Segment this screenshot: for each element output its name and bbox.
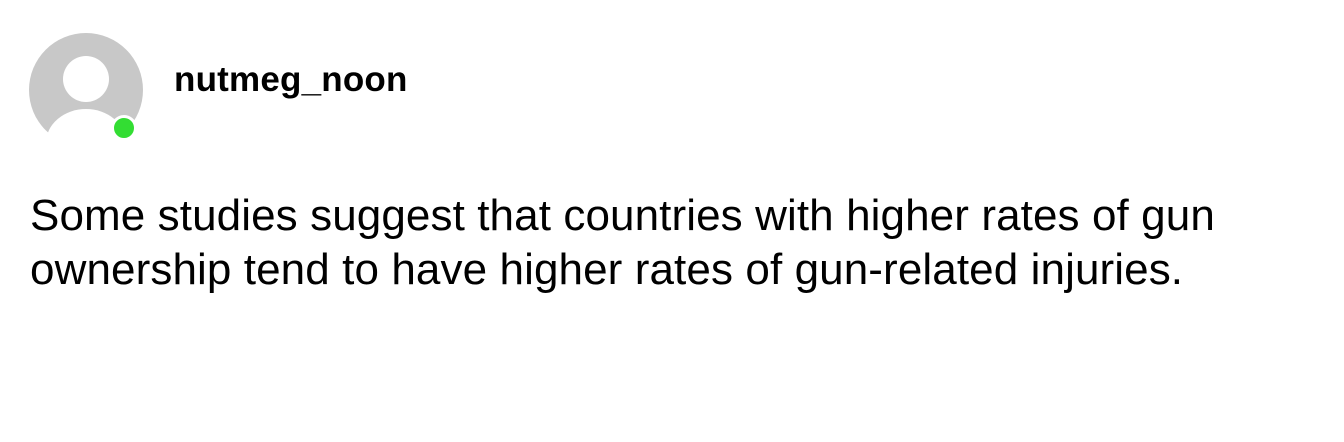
post-header [29, 30, 408, 140]
avatar[interactable] [29, 33, 143, 137]
avatar-head-silhouette [63, 56, 109, 102]
post-text: Some studies suggest that countries with higher rates of gun ownership tend to have higher rates of gun-related injuries. [30, 191, 1215, 294]
online-status-indicator [111, 115, 137, 141]
username[interactable]: nutmeg_noon [174, 60, 408, 99]
